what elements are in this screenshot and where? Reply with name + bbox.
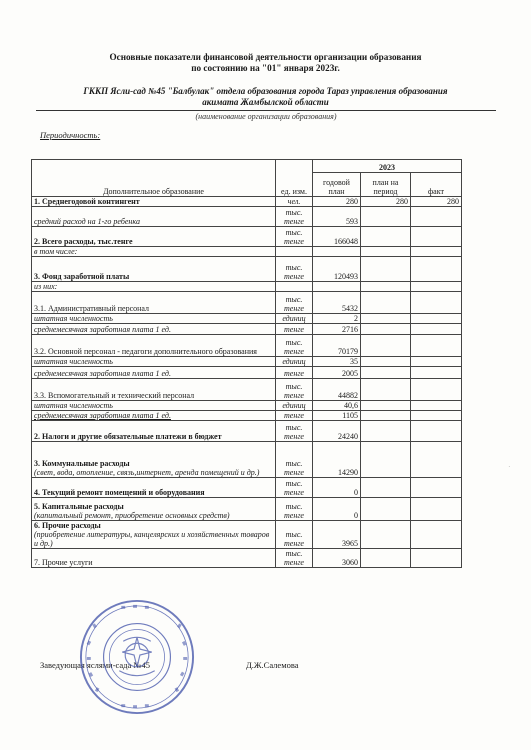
row-plan-year [313, 282, 361, 292]
row-plan-year: 24240 [313, 421, 361, 442]
row-name: 7. Прочие услуги [34, 558, 93, 567]
row-unit [276, 282, 313, 292]
table-row [32, 521, 462, 549]
row-plan-period [361, 442, 411, 478]
table-row [32, 357, 462, 367]
row-name: 5. Капитальные расходы [34, 502, 124, 511]
row-plan-year: 35 [313, 357, 361, 367]
row-fact [411, 292, 462, 314]
row-name-cell [32, 227, 276, 247]
row-name: 3.1. Административный персонал [34, 304, 150, 313]
row-fact [411, 498, 462, 521]
row-fact [411, 521, 462, 549]
row-name-cell [32, 549, 276, 568]
row-fact [411, 411, 462, 421]
signatory-name: Д.Ж.Салемова [246, 660, 299, 670]
row-plan-year: 120493 [313, 257, 361, 282]
row-fact [411, 227, 462, 247]
row-plan-period [361, 292, 411, 314]
row-fact [411, 335, 462, 357]
table-row [32, 292, 462, 314]
row-name: штатная численность [34, 357, 113, 366]
row-fact [411, 324, 462, 335]
document-title [40, 52, 491, 74]
row-plan-year: 2005 [313, 367, 361, 379]
row-plan-period [361, 207, 411, 227]
org-line-2: акимата Жамбылской области [202, 97, 329, 107]
header-year-cell: 2023 [313, 160, 462, 173]
table-row [32, 197, 462, 207]
row-name-cell [32, 357, 276, 367]
row-plan-period [361, 421, 411, 442]
header-plan-period-cell: план на период [361, 173, 411, 197]
row-unit: тенге [276, 324, 313, 335]
periodicity-label: Периодичность: [40, 130, 101, 140]
row-plan-year: 40,6 [313, 401, 361, 411]
row-name-cell [32, 324, 276, 335]
row-fact [411, 478, 462, 498]
table-row [32, 411, 462, 421]
row-unit: единиц [276, 357, 313, 367]
row-name: 1. Среднегодовой контингент [34, 197, 140, 206]
row-unit: тыс. тенге [276, 442, 313, 478]
row-plan-year: 3060 [313, 549, 361, 568]
row-unit: тыс. тенге [276, 521, 313, 549]
row-plan-year: 0 [313, 478, 361, 498]
title-line-1: Основные показатели финансовой деятельности организации образования [109, 52, 422, 62]
table-row [32, 498, 462, 521]
row-unit: тыс. тенге [276, 421, 313, 442]
row-plan-year: 44882 [313, 379, 361, 401]
row-unit: тыс. тенге [276, 498, 313, 521]
row-name: среднемесячная заработная плата 1 ед. [34, 369, 171, 378]
row-plan-period [361, 498, 411, 521]
row-unit: тыс. тенге [276, 379, 313, 401]
row-unit: тыс. тенге [276, 292, 313, 314]
organization-underline [36, 110, 496, 111]
row-plan-year: 1105 [313, 411, 361, 421]
row-plan-period [361, 314, 411, 324]
organization-caption: (наименование организации образования) [195, 112, 337, 121]
row-fact [411, 401, 462, 411]
row-fact [411, 282, 462, 292]
table-row [32, 442, 462, 478]
row-name-cell [32, 442, 276, 478]
row-plan-year: 3965 [313, 521, 361, 549]
row-unit: тыс. тенге [276, 227, 313, 247]
row-plan-year: 166048 [313, 227, 361, 247]
row-fact [411, 421, 462, 442]
header-plan-year-cell: годовой план [313, 173, 361, 197]
row-name-cell [32, 207, 276, 227]
table-row [32, 478, 462, 498]
row-name: 6. Прочие расходы [34, 521, 101, 530]
row-name-cell [32, 498, 276, 521]
table-row [32, 227, 462, 247]
row-fact [411, 357, 462, 367]
table-header-row-top [32, 160, 462, 173]
row-plan-period [361, 367, 411, 379]
row-unit: тыс. тенге [276, 549, 313, 568]
table-row [32, 314, 462, 324]
header-name-cell: Дополнительное образование [32, 160, 276, 197]
row-name-cell [32, 379, 276, 401]
table-row [32, 282, 462, 292]
row-name: 3.2. Основной персонал - педагоги дополнительного образования [34, 347, 257, 356]
row-unit: тыс. тенге [276, 478, 313, 498]
row-fact [411, 549, 462, 568]
row-unit: единиц [276, 314, 313, 324]
row-name: средний расход на 1-го ребенка [34, 217, 140, 226]
table-row [32, 367, 462, 379]
row-name: 3.3. Вспомогательный и технический персонал [34, 391, 195, 400]
row-name-cell [32, 257, 276, 282]
row-plan-period [361, 478, 411, 498]
table-row [32, 379, 462, 401]
official-stamp-seal [78, 598, 196, 716]
row-name-cell [32, 421, 276, 442]
row-name: штатная численность [34, 401, 113, 410]
table-row [32, 324, 462, 335]
row-fact [411, 379, 462, 401]
row-name: 3. Коммунальные расходы [34, 459, 130, 468]
row-fact [411, 207, 462, 227]
organization-name [38, 86, 493, 108]
row-fact [411, 257, 462, 282]
signatory-title: Заведующая яслями-сада №45 [40, 660, 151, 670]
row-plan-period [361, 227, 411, 247]
row-plan-period [361, 335, 411, 357]
edge-mark: · [505, 465, 511, 468]
row-plan-year [313, 247, 361, 257]
row-name-cell [32, 282, 276, 292]
org-line-1: ГККП Ясли-сад №45 "Балбулак" отдела образования города Тараз управления образования [83, 86, 448, 96]
row-name-cell [32, 247, 276, 257]
table-row [32, 335, 462, 357]
row-unit: тыс. тенге [276, 257, 313, 282]
row-unit [276, 247, 313, 257]
header-fact-cell: факт [411, 173, 462, 197]
row-name-cell [32, 521, 276, 549]
row-fact [411, 247, 462, 257]
row-name-cell [32, 478, 276, 498]
row-name: штатная численность [34, 314, 113, 323]
row-plan-year: 5432 [313, 292, 361, 314]
row-name-cell [32, 335, 276, 357]
row-name: из них: [34, 282, 58, 291]
row-plan-period [361, 379, 411, 401]
row-unit: чел. [276, 197, 313, 207]
row-plan-year: 70179 [313, 335, 361, 357]
row-name-cell [32, 367, 276, 379]
financial-indicators-table [31, 159, 462, 568]
row-name: 2. Всего расходы, тыс.тенге [34, 237, 133, 246]
row-plan-period [361, 257, 411, 282]
table-row [32, 247, 462, 257]
row-name: среднемесячная заработная плата 1 ед. [34, 411, 171, 420]
row-name-cell [32, 411, 276, 421]
row-name: 2. Налоги и другие обязательные платежи в бюджет [34, 432, 222, 441]
row-unit: единиц [276, 401, 313, 411]
row-name-cell [32, 401, 276, 411]
table-row [32, 401, 462, 411]
row-plan-year: 14290 [313, 442, 361, 478]
row-plan-period [361, 282, 411, 292]
row-name: среднемесячная заработная плата 1 ед. [34, 325, 171, 334]
row-plan-period [361, 401, 411, 411]
header-unit-cell: ед. изм. [276, 160, 313, 197]
row-fact [411, 442, 462, 478]
row-unit: тенге [276, 411, 313, 421]
table-row [32, 257, 462, 282]
row-plan-year: 593 [313, 207, 361, 227]
row-plan-period [361, 411, 411, 421]
row-plan-year: 2716 [313, 324, 361, 335]
row-name-cell [32, 292, 276, 314]
row-plan-period [361, 324, 411, 335]
row-fact [411, 314, 462, 324]
title-line-2: по состоянию на "01" января 2023г. [191, 63, 340, 73]
row-name: в том числе: [34, 247, 78, 256]
row-unit: тыс. тенге [276, 335, 313, 357]
row-fact [411, 367, 462, 379]
row-plan-period: 280 [361, 197, 411, 207]
row-plan-year: 2 [313, 314, 361, 324]
row-plan-period [361, 357, 411, 367]
row-fact: 280 [411, 197, 462, 207]
row-unit: тыс. тенге [276, 207, 313, 227]
row-plan-period [361, 521, 411, 549]
row-unit: тенге [276, 367, 313, 379]
table-row [32, 207, 462, 227]
row-plan-year: 280 [313, 197, 361, 207]
table-row [32, 421, 462, 442]
row-subnote: (приобретение литературы, канцелярских и хозяйственных товаров и др.) [34, 530, 270, 548]
row-plan-period [361, 549, 411, 568]
row-plan-period [361, 247, 411, 257]
row-name: 3. Фонд заработной платы [34, 272, 130, 281]
row-plan-year: 0 [313, 498, 361, 521]
row-subnote: (капитальный ремонт, приобретение основных средств) [34, 511, 230, 520]
row-name-cell [32, 197, 276, 207]
table-row [32, 549, 462, 568]
row-subnote: (свет, вода, отопление, связь,интернет, аренда помещений и др.) [34, 468, 260, 477]
row-name: 4. Текущий ремонт помещений и оборудования [34, 488, 205, 497]
row-name-cell [32, 314, 276, 324]
